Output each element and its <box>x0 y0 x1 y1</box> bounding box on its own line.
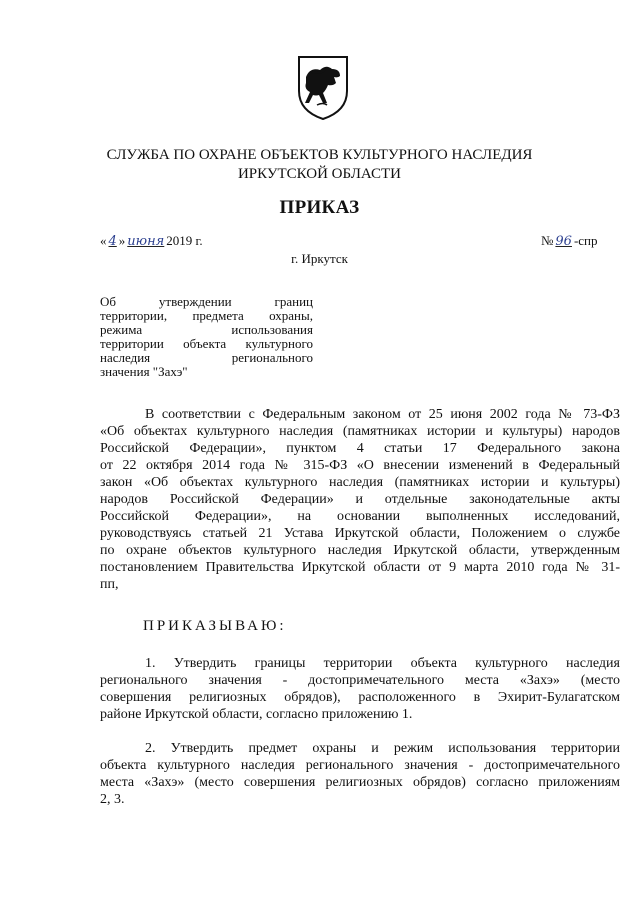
date-year: 2019 г. <box>166 233 203 248</box>
preamble-line: «Об объектах культурного наследия (памятниках истории и культуры) народов <box>100 424 620 439</box>
city: г. Иркутск <box>291 251 348 266</box>
subject-line: значения "Захэ" <box>100 364 188 379</box>
preamble-line: закон «Об объектах культурного наследия (памятниках истории и культуры) <box>100 475 620 490</box>
preamble-line: пп, <box>100 577 119 592</box>
item-line: 2, 3. <box>100 792 125 807</box>
preamble-line: по охране объектов культурного наследия Иркутской области, утвержденным <box>100 543 620 558</box>
order-subject <box>100 295 313 379</box>
preamble-line: постановлением Правительства Иркутской области от 9 марта 2010 года № 31- <box>100 560 620 575</box>
number-suffix: -спр <box>573 233 598 248</box>
item-line: 2. Утвердить предмет охраны и режим использования территории <box>145 741 620 756</box>
item-line: районе Иркутской области, согласно приложению 1. <box>100 707 413 722</box>
agency-line: СЛУЖБА ПО ОХРАНЕ ОБЪЕКТОВ КУЛЬТУРНОГО НАСЛЕДИЯ <box>106 147 533 163</box>
date-day: 4 <box>108 234 117 249</box>
order-item-1 <box>100 655 620 723</box>
item-line: регионального значения - достопримечательного места «Захэ» (место <box>100 673 620 688</box>
preamble-line: Российской Федерации», пунктом 4 статьи 17 Федерального закона <box>100 441 620 456</box>
preamble-line: от 22 октября 2014 года № 315-ФЗ «О внесении изменений в Федеральный <box>100 458 620 473</box>
subject-line: Об утверждении границ <box>100 294 313 309</box>
agency-line: ИРКУТСКОЙ ОБЛАСТИ <box>237 166 402 182</box>
date-quote-open: « <box>100 233 107 248</box>
preamble-line: Российской Федерации», на основании выполненных исследований, <box>100 509 620 524</box>
date-quote-close: » <box>118 233 126 248</box>
item-line: 1. Утвердить границы территории объекта культурного наследия <box>145 656 620 671</box>
date-month: июня <box>127 234 165 249</box>
preamble-paragraph <box>100 406 620 593</box>
orders-heading: ПРИКАЗЫВАЮ: <box>143 618 287 634</box>
agency-name <box>0 146 639 184</box>
item-line: места «Захэ» (место совершения религиозных обрядов) согласно приложениям <box>100 775 620 790</box>
order-item-2 <box>100 740 620 808</box>
item-line: совершения религиозных обрядов), расположенного в Эхирит-Булагатском <box>100 690 620 705</box>
subject-line: территории, предмета охраны, <box>100 308 313 323</box>
document-title: ПРИКАЗ <box>279 197 360 218</box>
order-date <box>100 233 203 249</box>
number-value: 96 <box>555 234 572 249</box>
subject-line: наследия регионального <box>100 350 313 365</box>
preamble-line: народов Российской Федерации» и отдельные законодательные акты <box>100 492 620 507</box>
number-prefix: № <box>541 233 554 248</box>
item-line: объекта культурного наследия регионального значения - достопримечательного <box>100 758 620 773</box>
preamble-line: руководствуясь статьей 21 Устава Иркутской области, Положением о службе <box>100 526 620 541</box>
subject-line: режима использования <box>100 322 313 337</box>
order-number <box>541 233 598 249</box>
irkutsk-coat-of-arms-icon <box>297 55 349 121</box>
preamble-line: В соответствии с Федеральным законом от 25 июня 2002 года № 73-ФЗ <box>145 407 620 422</box>
subject-line: территории объекта культурного <box>100 336 313 351</box>
